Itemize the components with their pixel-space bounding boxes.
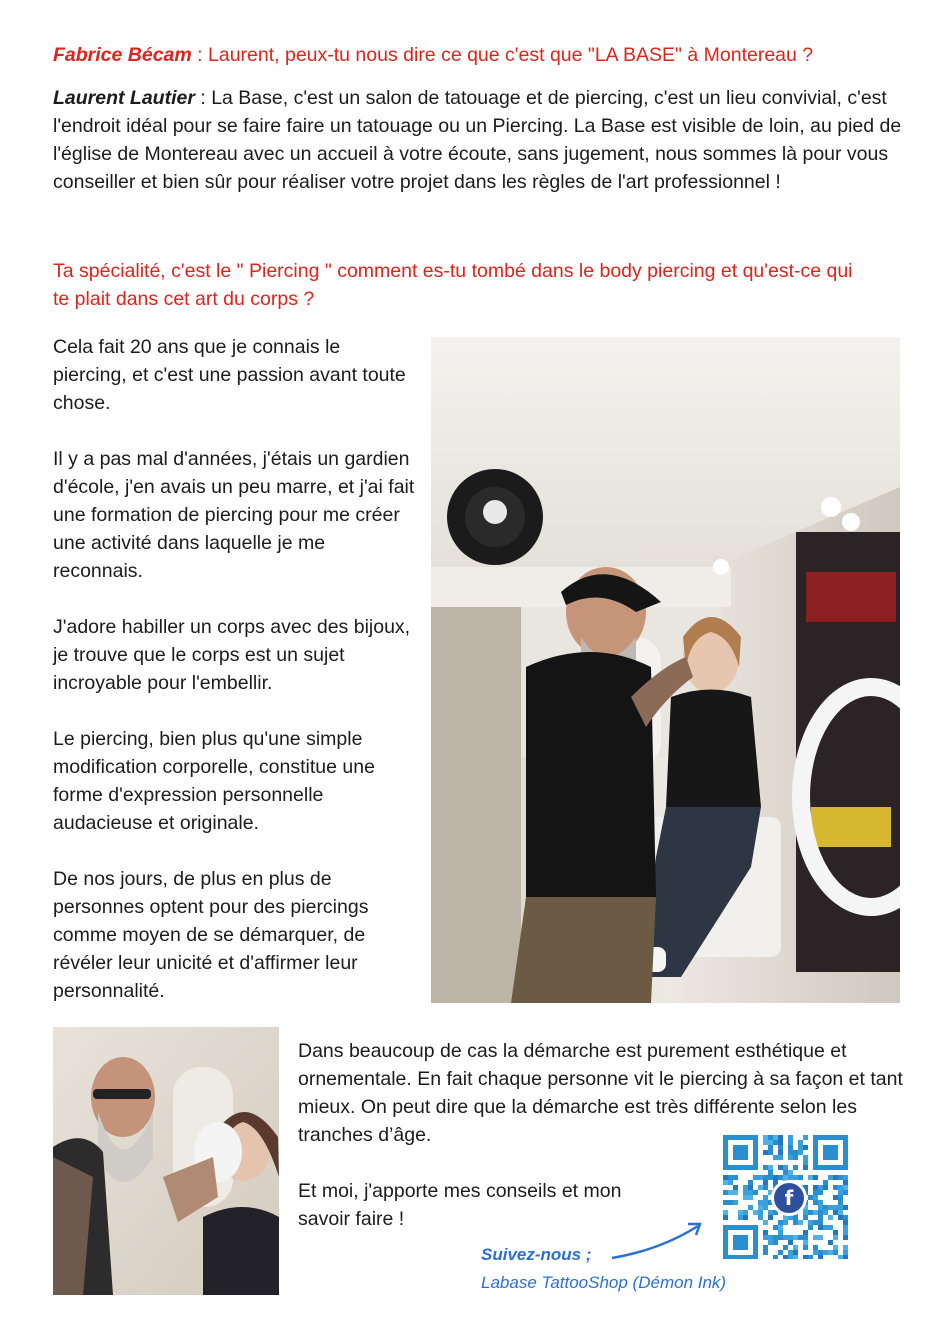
paragraph: Il y a pas mal d'années, j'étais un gardien d'école, j'en avais un peu marre, et j'ai fait une formation de piercing pour me créer une activité dans laquelle je me reconnais. xyxy=(53,448,415,582)
facebook-icon: f xyxy=(771,1180,807,1216)
answer-1 xyxy=(53,84,913,196)
arrow-icon xyxy=(610,1218,710,1263)
follow-title: Suivez-nous ; xyxy=(481,1245,592,1264)
left-column xyxy=(53,333,415,1033)
piercing-session-illustration xyxy=(431,337,900,1003)
paragraph: J'adore habiller un corps avec des bijoux, je trouve que le corps est un sujet incroyable pour l'embellir. xyxy=(53,616,411,694)
paragraph: Et moi, j'apporte mes conseils et mon savoir faire ! xyxy=(298,1180,622,1230)
paragraph: Cela fait 20 ans que je connais le piercing, et c'est une passion avant toute chose. xyxy=(53,336,406,414)
question-1 xyxy=(53,41,923,69)
paragraph: De nos jours, de plus en plus de personnes optent pour des piercings comme moyen de se démarquer, de révéler leur unicité et d'affirmer leur personnalité. xyxy=(53,868,369,1002)
piercer-closeup-photo xyxy=(53,1027,279,1295)
paragraph: Dans beaucoup de cas la démarche est purement esthétique et ornementale. En fait chaque personne vit le piercing à sa façon et tant mieux. On peut dire que la démarche est très différente selon les tranches d’âge. xyxy=(298,1040,903,1146)
answer-text: : La Base, c'est un salon de tatouage et de piercing, c'est un lieu convivial, c'est l'endroit idéal pour se faire faire un tatouage ou un Piercing. La Base est visible de loin, au pied de l'église de Montereau avec un accueil à votre écoute, sans jugement, nous sommes là pour vous conseiller et bien sûr pour réaliser votre projet dans les règles de l'art professionnel ! xyxy=(53,87,902,193)
question-2: Ta spécialité, c'est le " Piercing " comment es-tu tombé dans le body piercing et qu'est-ce qui te plait dans cet art du corps ? xyxy=(53,260,853,310)
question-speaker: Fabrice Bécam xyxy=(53,44,192,66)
paragraph: Le piercing, bien plus qu'une simple modification corporelle, constitue une forme d'expression personnelle audacieuse et originale. xyxy=(53,728,375,834)
piercing-session-photo xyxy=(431,337,900,1003)
answer-speaker: Laurent Lautier xyxy=(53,87,195,109)
qr-code[interactable] xyxy=(723,1135,848,1259)
piercer-closeup-illustration xyxy=(53,1027,279,1295)
question-text: : Laurent, peux-tu nous dire ce que c'est que "LA BASE" à Montereau ? xyxy=(191,44,814,66)
follow-page-name[interactable]: Labase TattooShop (Démon Ink) xyxy=(481,1273,727,1292)
